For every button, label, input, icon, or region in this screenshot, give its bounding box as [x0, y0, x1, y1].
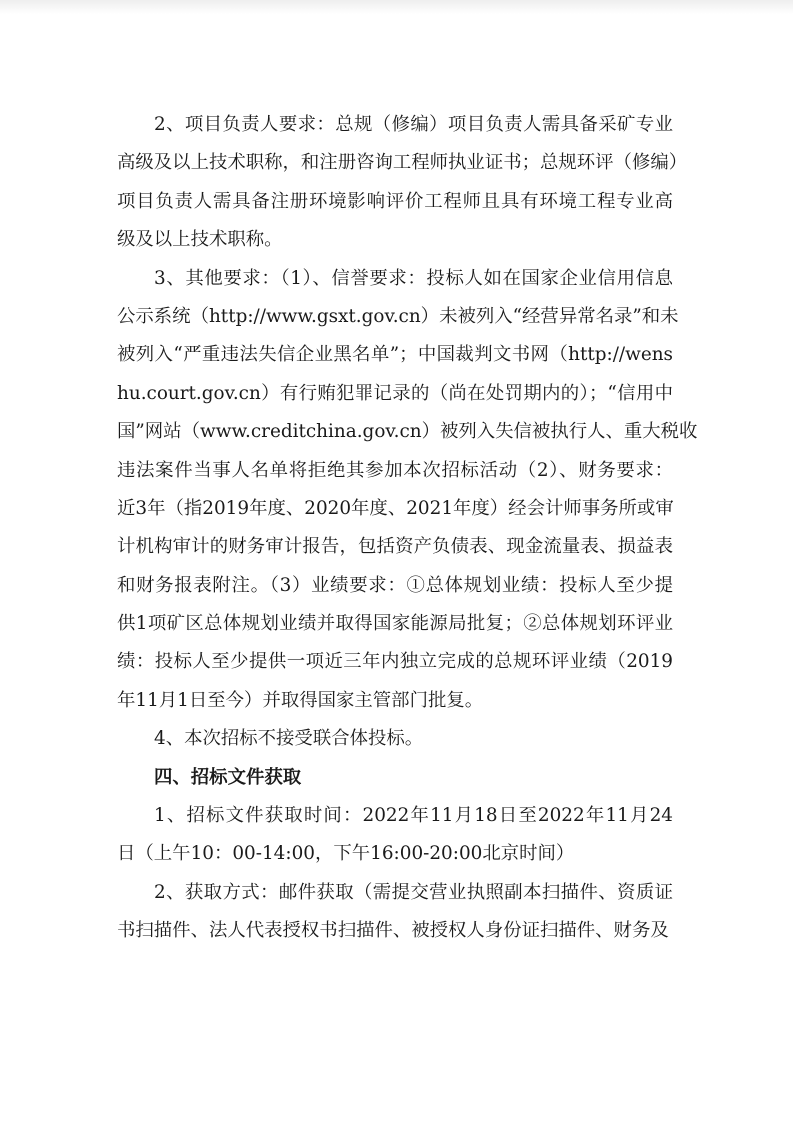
text-line: 2、获取方式：邮件获取（需提交营业执照副本扫描件、资质证 [154, 881, 673, 903]
text-line: 计机构审计的财务审计报告，包括资产负债表、现金流量表、损益表 [117, 536, 673, 558]
paragraph [117, 106, 688, 260]
text-line: 书扫描件、法人代表授权书扫描件、被授权人身份证扫描件、财务及 [117, 920, 669, 942]
text-line: 级及以上技术职称。 [117, 229, 283, 251]
text-line: 年11月1日至今）并取得国家主管部门批复。 [117, 689, 484, 711]
text-line: 3、其他要求：（1）、信誉要求：投标人如在国家企业信用信息 [154, 267, 673, 289]
paragraph [117, 797, 673, 874]
text-line: 四、招标文件获取 [154, 766, 302, 788]
text-line: 1、招标文件获取时间：2022年11月18日至2022年11月24 [154, 805, 673, 827]
text-line: 供1项矿区总体规划业绩并取得国家能源局批复；②总体规划环评业 [117, 613, 673, 635]
paragraph [117, 720, 673, 758]
text-line: 公示系统（http://www.gsxt.gov.cn）未被列入“经营异常名录”和未 [117, 305, 679, 327]
text-line: 日（上午10：00-14:00，下午16:00-20:00北京时间） [117, 843, 575, 865]
text-line: 项目负责人需具备注册环境影响评价工程师且具有环境工程专业高 [117, 190, 673, 212]
scan-edge-shadow [0, 0, 793, 14]
paragraph [117, 874, 673, 951]
text-line: 绩：投标人至少提供一项近三年内独立完成的总规环评业绩（2019 [117, 651, 673, 673]
text-line: 2、项目负责人要求：总规（修编）项目负责人需具备采矿专业 [154, 114, 673, 135]
section-heading [117, 759, 673, 797]
text-line: 近3年（指2019年度、2020年度、2021年度）经会计师事务所或审 [117, 497, 674, 519]
text-line: 高级及以上技术职称，和注册咨询工程师执业证书；总规环评（修编） [117, 152, 688, 174]
text-line: 违法案件当事人名单将拒绝其参加本次招标活动（2）、财务要求： [117, 459, 673, 481]
text-line: 国”网站（www.creditchina.gov.cn）被列入失信被执行人、重大税收 [117, 421, 698, 443]
paragraph [117, 260, 698, 721]
text-line: 4、本次招标不接受联合体投标。 [154, 728, 424, 750]
text-line: 和财务报表附注。（3）业绩要求：①总体规划业绩：投标人至少提 [117, 574, 673, 596]
text-line: hu.court.gov.cn）有行贿犯罪记录的（尚在处罚期内的）；“信用中 [117, 382, 673, 404]
document-page [117, 106, 698, 951]
text-line: 被列入“严重违法失信企业黑名单”；中国裁判文书网（http://wens [117, 344, 673, 366]
